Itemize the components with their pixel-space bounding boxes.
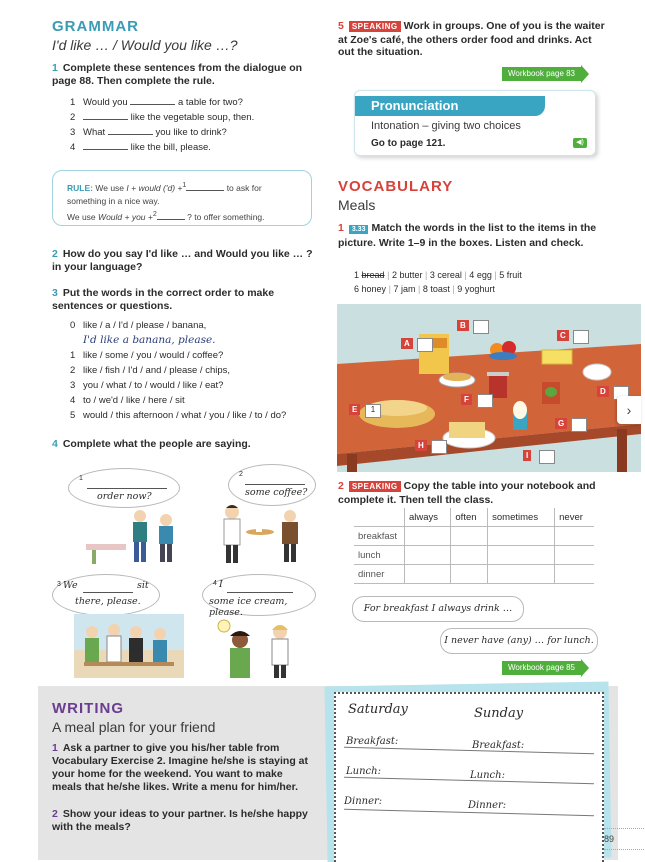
table-illustration <box>337 304 641 472</box>
grammar-ex1-items <box>70 95 320 155</box>
note-dinner-sat: Dinner: <box>344 796 383 807</box>
bubble-blank[interactable] <box>245 475 305 485</box>
speech-bubble-2: 2 some coffee? <box>228 464 316 506</box>
speaking-ex5: 5 SPEAKING Work in groups. One of you is the waiter at Zoe's café, the others order food and drinks. Act out the situation. <box>338 20 605 58</box>
word-list: 1 bread | 2 butter | 3 cereal | 4 egg | 5 fruit 6 honey | 7 jam | 8 toast | 9 yoghurt <box>354 270 522 294</box>
table-header-row <box>354 508 594 527</box>
answer-box-e[interactable]: 1 <box>365 404 381 418</box>
answer-box-g[interactable] <box>571 418 587 432</box>
note-breakfast-sun: Breakfast: <box>472 740 525 751</box>
column-header: never <box>555 508 594 527</box>
word-item: 4 egg <box>469 270 492 280</box>
pronunciation-box <box>354 90 596 156</box>
pronunciation-title: Pronunciation <box>355 96 545 116</box>
answer-box-a[interactable] <box>417 338 433 352</box>
answer-box-i[interactable] <box>539 450 555 464</box>
answer-box-h[interactable] <box>431 440 447 454</box>
list-item: 4 like the bill, please. <box>70 142 211 153</box>
word-item: 5 fruit <box>499 270 522 280</box>
picture-letter-h: H <box>415 440 427 451</box>
table-row: breakfast <box>354 527 594 546</box>
pronunciation-line2[interactable]: Go to page 121. <box>371 138 446 149</box>
table-row: dinner <box>354 565 594 584</box>
word-item: 3 cereal <box>429 270 462 280</box>
vocabulary-heading: VOCABULARY <box>338 178 454 195</box>
writing-subtitle: A meal plan for your friend <box>52 719 216 735</box>
vocabulary-ex1: 1 3.33 Match the words in the list to the items in the picture. Write 1–9 in the boxes. Listen and check. <box>338 222 597 249</box>
picture-letter-g: G <box>555 418 567 429</box>
speech-bubble-3: 3 We sit there, please. <box>52 574 160 616</box>
column-header: always <box>405 508 451 527</box>
restaurant-couple-illustration <box>78 504 178 564</box>
rule-blank-1[interactable] <box>186 181 224 191</box>
word-item: 6 honey <box>354 284 387 294</box>
note-lunch-sun: Lunch: <box>470 770 505 781</box>
breakfast-table-picture <box>337 304 641 472</box>
speaking-tag: SPEAKING <box>349 481 401 492</box>
grammar-heading: GRAMMAR <box>52 18 139 35</box>
word-item: 7 jam <box>393 284 416 294</box>
picture-letter-c: C <box>557 330 569 341</box>
picture-letter-e: E <box>349 404 360 415</box>
column-header: sometimes <box>488 508 555 527</box>
list-item: 2 like the vegetable soup, then. <box>70 112 255 123</box>
speech-bubble-lunch: I never have (any) … for lunch. <box>440 628 598 654</box>
example-item: 0 like / a / I'd / please / banana, <box>70 320 207 331</box>
speech-bubble-breakfast: For breakfast I always drink … <box>352 596 524 622</box>
pronunciation-line1: Intonation – giving two choices <box>371 120 521 132</box>
picture-letter-a: A <box>401 338 413 349</box>
list-item: 3 you / what / to / would / like / eat? <box>70 380 224 391</box>
chevron-right-icon[interactable]: › <box>617 396 641 424</box>
list-item: 4 to / we'd / like / here / sit <box>70 395 185 406</box>
answer-blank[interactable] <box>108 125 153 135</box>
word-item: 1 bread <box>354 270 385 280</box>
note-line <box>344 747 594 755</box>
bubble-blank[interactable] <box>83 583 133 593</box>
bubble-blank[interactable] <box>227 583 293 593</box>
ex4-illustration <box>52 462 322 682</box>
note-sunday: Sunday <box>474 706 524 721</box>
picture-letter-d: D <box>597 386 609 397</box>
grammar-ex3-instruction: 3 Put the words in the correct order to make sentences or questions. <box>52 287 275 312</box>
answer-box-c[interactable] <box>573 330 589 344</box>
list-item: 1 like / some / you / would / coffee? <box>70 350 224 361</box>
table-row: lunch <box>354 546 594 565</box>
answer-blank[interactable] <box>130 95 175 105</box>
list-item: 1 Would you a table for two? <box>70 97 243 108</box>
picture-letter-i: I <box>523 450 531 461</box>
rule-blank-2[interactable] <box>157 210 185 220</box>
grammar-ex4-instruction: 4 Complete what the people are saying. <box>52 438 251 450</box>
note-saturday: Saturday <box>348 702 408 717</box>
list-item: 2 like / fish / I'd / and / please / chips, <box>70 365 231 376</box>
note-line <box>344 777 594 785</box>
frequency-table <box>354 508 594 584</box>
example-answer: I'd like a banana, please. <box>83 334 216 346</box>
workbook-link-top[interactable]: Workbook page 83 <box>502 67 581 81</box>
vocabulary-subtitle: Meals <box>338 197 376 213</box>
word-item: 9 yoghurt <box>457 284 495 294</box>
column-header: often <box>451 508 488 527</box>
group-at-cafe-illustration <box>74 614 184 678</box>
audio-icon[interactable]: ◀) <box>573 138 587 148</box>
grammar-ex3-items <box>70 318 320 423</box>
waiter-illustration <box>202 502 312 564</box>
girl-and-waitress-illustration <box>202 614 312 678</box>
word-item: 8 toast <box>422 284 450 294</box>
answer-box-b[interactable] <box>473 320 489 334</box>
word-item: 2 butter <box>391 270 423 280</box>
answer-blank[interactable] <box>83 140 128 150</box>
answer-box-f[interactable] <box>477 394 493 408</box>
audio-track-icon[interactable]: 3.33 <box>349 225 369 234</box>
workbook-link-bottom[interactable]: Workbook page 85 <box>502 661 581 675</box>
picture-letter-b: B <box>457 320 469 331</box>
answer-blank[interactable] <box>83 110 128 120</box>
bubble-blank[interactable] <box>87 479 167 489</box>
speech-bubble-1: 1 order now? <box>68 468 180 508</box>
speaking-tag: SPEAKING <box>349 21 401 32</box>
picture-letter-f: F <box>461 394 472 405</box>
note-lunch-sat: Lunch: <box>346 766 381 777</box>
writing-item-1: 1 Ask a partner to give you his/her table from Vocabulary Exercise 2. Imagine he/she is staying at your home for the weekend. You want to make meals that he/she likes. Write a menu for him/her. <box>52 742 309 793</box>
writing-item-2: 2 Show your ideas to your partner. Is he/she happy with the meals? <box>52 808 308 833</box>
rule-box: RULE: We use I + would ('d) +$^1$ to ask for something in a nice way. We use Would + you +$^2$ ? to offer something. <box>52 170 312 226</box>
note-dinner-sun: Dinner: <box>468 800 507 811</box>
speech-bubble-4: 4 I some ice cream, please. <box>202 574 316 616</box>
list-item: 5 would / this afternoon / what / you / like / to / do? <box>70 410 287 421</box>
meal-plan-note <box>334 692 604 862</box>
page-number: 89 <box>604 828 644 850</box>
note-breakfast-sat: Breakfast: <box>346 736 399 747</box>
list-item: 3 What you like to drink? <box>70 127 227 138</box>
grammar-subtitle: I'd like … / Would you like …? <box>52 37 238 53</box>
grammar-ex1-instruction: 1 Complete these sentences from the dialogue on page 88. Then complete the rule. <box>52 62 303 87</box>
writing-heading: WRITING <box>52 700 124 717</box>
grammar-ex2: 2 How do you say I'd like … and Would you like … ? in your language? <box>52 248 313 273</box>
speaking-ex2: 2 SPEAKING Copy the table into your notebook and complete it. Then tell the class. <box>338 480 596 506</box>
